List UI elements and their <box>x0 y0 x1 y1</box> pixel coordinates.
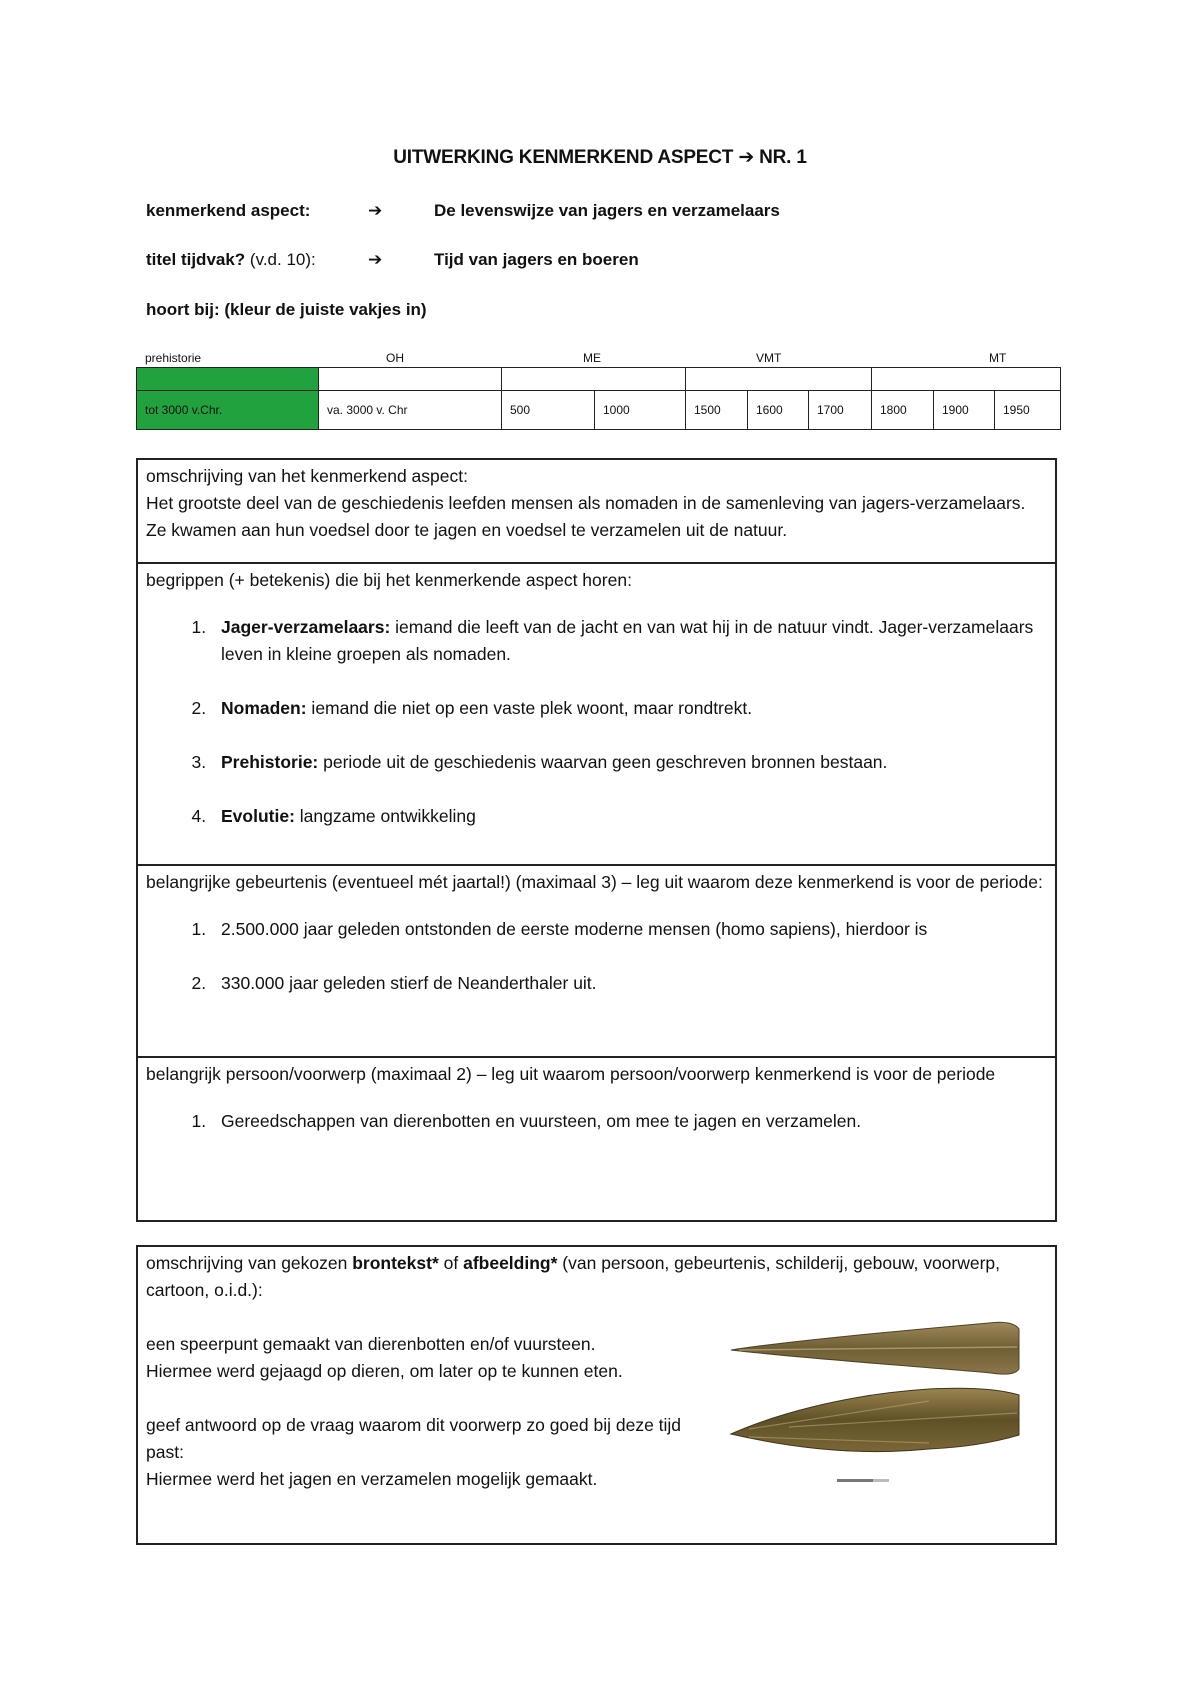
timeline-cell[interactable] <box>686 368 872 391</box>
gebeurtenis-heading: belangrijke gebeurtenis (eventueel mét jaartal!) (maximaal 3) – leg uit waarom deze kenmerkend is voor de periode: <box>146 872 1043 892</box>
aspect-box <box>136 458 1057 1222</box>
bron-answer: Hiermee werd het jagen en verzamelen mogelijk gemaakt. <box>146 1469 598 1489</box>
hoort-label: hoort bij: <box>146 300 220 319</box>
timeline-date[interactable]: 1950 <box>995 391 1061 430</box>
arrow-right-icon: ➔ <box>738 147 755 168</box>
bron-section <box>138 1247 1055 1543</box>
omschrijving-heading: omschrijving van het kenmerkend aspect: <box>146 466 468 486</box>
era-label: OH <box>386 351 404 365</box>
timeline-date[interactable]: 1600 <box>748 391 809 430</box>
era-label: ME <box>583 351 601 365</box>
persoon-heading: belangrijk persoon/voorwerp (maximaal 2) – leg uit waarom persoon/voorwerp kenmerkend is voor de periode <box>146 1064 996 1084</box>
spearhead-image <box>729 1317 1025 1489</box>
era-label: prehistorie <box>145 351 202 365</box>
era-label: VMT <box>756 351 782 365</box>
list-item: 2. Nomaden: iemand die niet op een vaste plek woont, maar rondtrekt. <box>211 695 1048 722</box>
timeline-date[interactable]: tot 3000 v.Chr. <box>137 391 319 430</box>
timeline-table <box>136 367 1061 430</box>
timeline-cell[interactable] <box>137 368 319 391</box>
arrow-right-icon: ➔ <box>368 201 383 220</box>
begrippen-list <box>146 614 1048 830</box>
era-labels <box>137 351 1060 367</box>
omschrijving-section <box>138 460 1055 564</box>
era-label: MT <box>989 351 1007 365</box>
bron-desc-2: Hiermee werd gejaagd op dieren, om later op te kunnen eten. <box>146 1361 623 1381</box>
arrow-right-icon: ➔ <box>368 250 383 269</box>
list-item: 2. 330.000 jaar geleden stierf de Neanderthaler uit. <box>211 970 1048 997</box>
list-item: 1. 2.500.000 jaar geleden ontstonden de eerste moderne mensen (homo sapiens), hierdoor is <box>211 916 1048 943</box>
tijdvak-value: Tijd van jagers en boeren <box>434 250 639 269</box>
timeline-date[interactable]: 500 <box>502 391 595 430</box>
list-item: 4. Evolutie: langzame ontwikkeling <box>211 803 1048 830</box>
bron-box <box>136 1245 1057 1545</box>
list-item: 1. Jager-verzamelaars: iemand die leeft van de jacht en van wat hij in de natuur vindt. Jager-verzamelaars leven in kleine groepen als nomaden. <box>211 614 1048 668</box>
timeline-cell[interactable] <box>319 368 502 391</box>
hoort-note: (kleur de juiste vakjes in) <box>224 300 427 319</box>
list-item: 3. Prehistorie: periode uit de geschiedenis waarvan geen geschreven bronnen bestaan. <box>211 749 1048 776</box>
page-title: UITWERKING KENMERKEND ASPECT ➔ NR. 1 <box>393 147 807 168</box>
list-item: 1. Gereedschappen van dierenbotten en vuursteen, om mee te jagen en verzamelen. <box>211 1108 1048 1135</box>
timeline-date[interactable]: 1000 <box>595 391 686 430</box>
begrippen-heading: begrippen (+ betekenis) die bij het kenmerkende aspect horen: <box>146 570 632 590</box>
bron-question: geef antwoord op de vraag waarom dit voorwerp zo goed bij deze tijd past: <box>146 1415 682 1462</box>
tijdvak-label: titel tijdvak? <box>146 250 246 269</box>
bron-heading: omschrijving van gekozen brontekst* of afbeelding* (van persoon, gebeurtenis, schilderij, gebouw, voorwerp, cartoon, o.i.d.): <box>146 1253 1001 1300</box>
timeline-cell[interactable] <box>502 368 686 391</box>
tijdvak-note: (v.d. 10): <box>249 250 316 269</box>
timeline-date[interactable]: 1700 <box>809 391 872 430</box>
bron-desc-1: een speerpunt gemaakt van dierenbotten en/of vuursteen. <box>146 1334 596 1354</box>
timeline-date[interactable]: va. 3000 v. Chr <box>319 391 502 430</box>
timeline-date[interactable]: 1800 <box>872 391 934 430</box>
aspect-value: De levenswijze van jagers en verzamelaars <box>434 201 780 220</box>
gebeurtenis-section <box>138 866 1055 1058</box>
timeline-date[interactable]: 1900 <box>934 391 995 430</box>
aspect-label: kenmerkend aspect: <box>146 201 311 220</box>
omschrijving-text: Het grootste deel van de geschiedenis leefden mensen als nomaden in de samenleving van jagers-verzamelaars. Ze kwamen aan hun voedsel door te jagen en voedsel te verzamelen uit de natuur. <box>146 493 1026 540</box>
persoon-list <box>146 1108 1048 1135</box>
timeline-cell[interactable] <box>872 368 1061 391</box>
persoon-section <box>138 1058 1055 1143</box>
timeline-date[interactable]: 1500 <box>686 391 748 430</box>
gebeurtenis-list <box>146 916 1048 997</box>
begrippen-section <box>138 564 1055 866</box>
